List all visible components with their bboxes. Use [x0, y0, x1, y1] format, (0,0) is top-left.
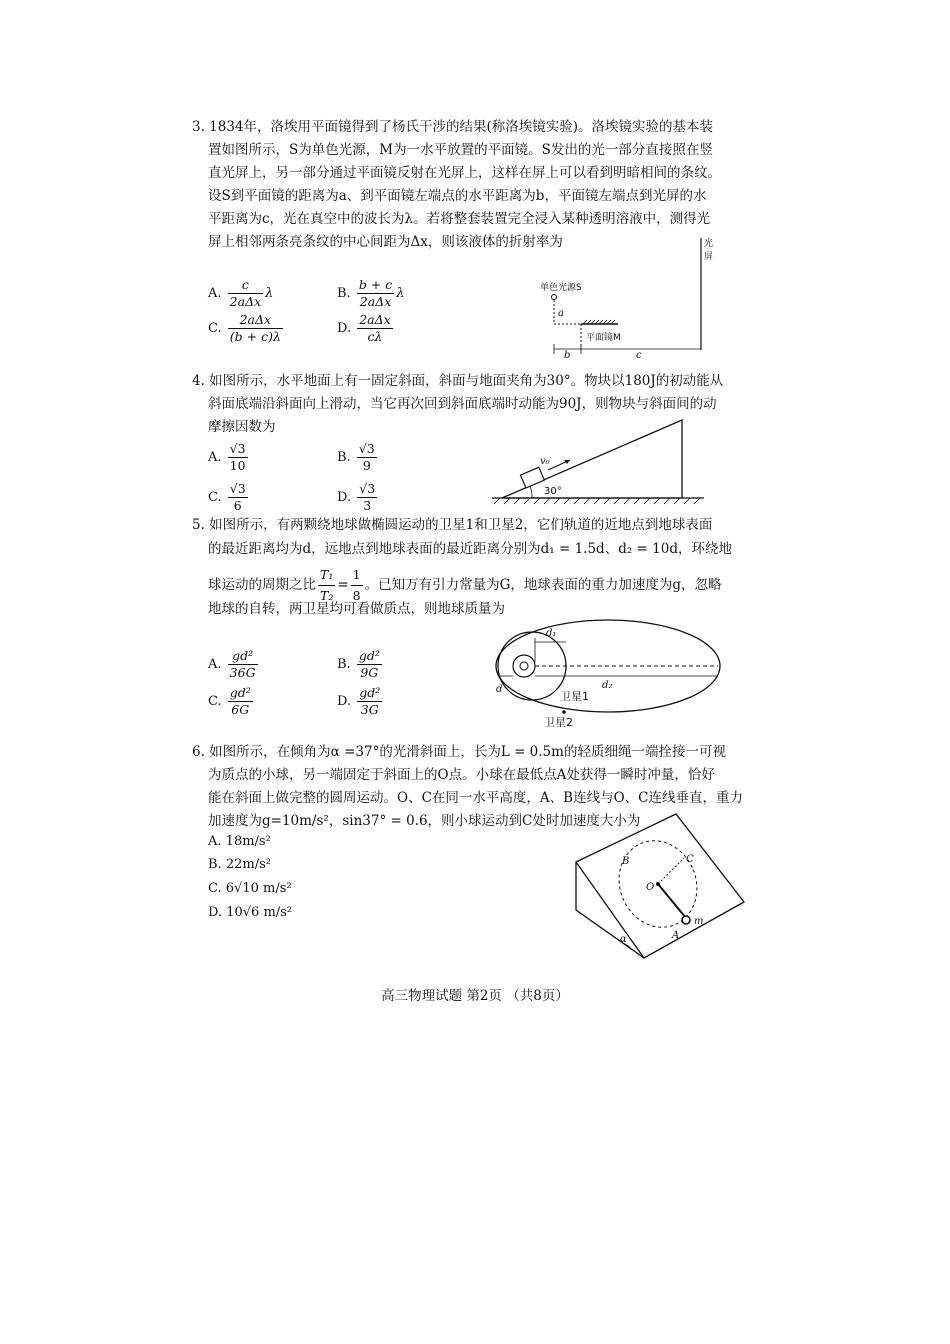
q4-line-2: 斜面底端沿斜面向上滑动，当它再次回到斜面底端时动能为90J，则物块与斜面间的动	[208, 396, 717, 412]
C-label: C	[686, 854, 694, 865]
option-label: C.	[208, 694, 222, 709]
d1-label: d₁	[546, 628, 557, 639]
q5-line-3-pre: 球运动的周期之比	[208, 577, 316, 593]
q5-line-1: 5. 如图所示，有两颗绕地球做椭圆运动的卫星1和卫星2，它们轨道的近地点到地球表面	[192, 517, 713, 533]
option-label: B.	[337, 450, 351, 465]
block	[520, 467, 544, 488]
option-fraction: $\frac{√3}{10}$	[229, 441, 246, 473]
option-text: 10√6 m/s²	[226, 905, 293, 920]
option-fraction: $\frac{\text{gd²}}{9G}$	[358, 648, 380, 680]
angle-arc	[530, 486, 532, 498]
q5-option-c[interactable]	[208, 685, 255, 718]
q5-option-b[interactable]	[337, 648, 384, 681]
b-label: b	[564, 350, 571, 361]
q5-option-a[interactable]	[208, 648, 260, 681]
q4-option-b[interactable]	[337, 441, 379, 474]
option-fraction: $\frac{c}{\text{2aΔx}}$	[229, 277, 262, 309]
q4-option-c[interactable]	[208, 481, 250, 514]
q3-option-b[interactable]	[337, 277, 405, 310]
ground-hatch	[494, 498, 700, 504]
option-fraction: $\frac{√3}{9}$	[358, 441, 375, 473]
screen-label-2: 屏	[704, 252, 714, 262]
option-label: C.	[208, 881, 222, 896]
q6-option-a[interactable]	[208, 834, 271, 850]
q5-figure-orbits	[490, 618, 730, 730]
ball	[682, 916, 690, 924]
earth-outer	[513, 655, 535, 677]
q5-line-3-post: 。已知万有引力常量为G，地球表面的重力加速度为g，忽略	[364, 577, 722, 593]
q6-line-4: 加速度为g=10m/s²，sin37° = 0.6，则小球运动到C处时加速度大小为	[208, 813, 641, 829]
option-label: D.	[337, 694, 352, 709]
q6-line-1: 6. 如图所示，在倾角为α =37°的光滑斜面上，长为L = 0.5m的轻质细绳一端拴接一可视	[192, 744, 726, 760]
source-label: 单色光源S	[540, 283, 582, 293]
option-label: B.	[208, 857, 222, 872]
mirror-label: 平面镜M	[586, 333, 621, 343]
q6-option-b[interactable]	[208, 857, 271, 873]
option-fraction: $\frac{b + c}{\text{2aΔx}}$	[358, 277, 393, 309]
q4-line-3: 摩擦因数为	[208, 419, 276, 435]
q3-line-6: 屏上相邻两条亮条纹的中心间距为Δx，则该液体的折射率为	[208, 234, 563, 250]
q5-option-d[interactable]	[337, 685, 384, 718]
option-label: C.	[208, 321, 222, 336]
option-label: A.	[208, 450, 222, 465]
q3-line-3: 直光屏上，另一部分通过平面镜反射在光屏上，这样在屏上可以看到明暗相间的条纹。	[208, 165, 721, 181]
q4-line-1: 4. 如图所示，水平地面上有一固定斜面，斜面与地面夹角为30°。物块以180J的初动能从	[192, 373, 724, 389]
option-fraction: $\frac{√3}{3}$	[359, 481, 376, 513]
option-tail: λ	[396, 286, 405, 301]
c-label: c	[636, 350, 642, 361]
option-fraction: $\frac{\text{gd²}}{36G}$	[229, 648, 256, 680]
q6-option-c[interactable]	[208, 881, 292, 897]
string	[658, 884, 686, 918]
q3-option-a[interactable]	[208, 277, 273, 310]
q4-option-a[interactable]	[208, 441, 250, 474]
alpha-label: α	[620, 934, 627, 945]
angle-label: 30°	[544, 486, 562, 497]
option-label: B.	[337, 657, 351, 672]
period-ratio-fraction: $\frac{\text{T₁}}{\text{T₂}}$	[320, 567, 334, 603]
source-point	[552, 295, 557, 300]
sat2-label: 卫星2	[544, 716, 573, 729]
q3-line-2: 置如图所示，S为单色光源，M为一水平放置的平面镜。S发出的光一部分直接照在竖	[208, 142, 713, 158]
q3-figure-lloyd-mirror	[530, 232, 720, 362]
screen-label-1: 光	[704, 239, 714, 249]
option-label: B.	[337, 286, 351, 301]
earth-center	[520, 662, 528, 670]
q3-line-4: 设S到平面镜的距离为a、到平面镜左端点的水平距离为b，平面镜左端点到光屏的水	[208, 188, 707, 204]
option-label: D.	[208, 905, 223, 920]
q3-option-c[interactable]	[208, 312, 285, 345]
option-fraction: $\frac{√3}{6}$	[229, 481, 246, 513]
option-fraction: $\frac{\text{2aΔx}}{(b + c)\lambda}$	[229, 312, 281, 344]
satellite-2-dot	[562, 710, 566, 714]
d-label: d	[496, 684, 503, 695]
option-text: 18m/s²	[225, 834, 271, 849]
option-text: 22m/s²	[225, 857, 271, 872]
option-label: A.	[208, 286, 222, 301]
option-fraction: $\frac{\text{gd²}}{3G}$	[359, 685, 381, 717]
a-label: a	[558, 308, 564, 319]
sat1-label: 卫星1	[560, 690, 589, 703]
ratio-equals: =	[337, 577, 349, 593]
q3-line-5: 平距离为c，光在真空中的波长为λ。若将整套装置完全浸入某种透明溶液中，测得光	[208, 211, 711, 227]
q5-line-2: 的最近距离均为d，远地点到地球表面的最近距离分别为d₁ = 1.5d、d₂ = 10d，环绕地	[208, 541, 732, 557]
q3-option-d[interactable]	[337, 312, 395, 345]
OC-dashed	[658, 858, 684, 884]
A-label: A	[672, 930, 680, 941]
page-footer: 高三物理试题 第2页 （共8页）	[381, 988, 569, 1004]
q6-figure-inclined-circle	[570, 810, 750, 965]
m-label: m	[694, 916, 704, 927]
v0-label: v₀	[540, 456, 550, 467]
O-label: O	[646, 882, 655, 893]
option-label: C.	[208, 490, 222, 505]
q3-line-1: 3. 1834年，洛埃用平面镜得到了杨氏干涉的结果(称洛埃镜实验)。洛埃镜实验的基本装	[192, 119, 714, 135]
B-label: B	[622, 856, 630, 867]
q6-line-3: 能在斜面上做完整的圆周运动。O、C在同一水平高度，A、B连线与O、C连线垂直，重力	[208, 790, 743, 806]
q6-option-d[interactable]	[208, 905, 292, 921]
option-fraction: $\frac{\text{2aΔx}}{c\lambda}$	[359, 312, 391, 344]
option-label: A.	[208, 657, 222, 672]
q6-line-2: 为质点的小球，另一端固定于斜面上的O点。小球在最低点A处获得一瞬时冲量，恰好	[208, 767, 715, 783]
option-tail: λ	[265, 286, 274, 301]
q4-figure-incline	[492, 416, 707, 512]
period-ratio-value: $\frac{1}{8}$	[352, 567, 361, 603]
option-label: D.	[337, 490, 352, 505]
option-label: A.	[208, 834, 222, 849]
option-fraction: $\frac{\text{gd²}}{6G}$	[229, 685, 251, 717]
q5-line-4: 地球的自转，两卫星均可看做质点，则地球质量为	[208, 601, 505, 617]
option-text: 6√10 m/s²	[225, 881, 292, 896]
d2-label: d₂	[602, 680, 613, 691]
option-label: D.	[337, 321, 352, 336]
q4-option-d[interactable]	[337, 481, 379, 514]
